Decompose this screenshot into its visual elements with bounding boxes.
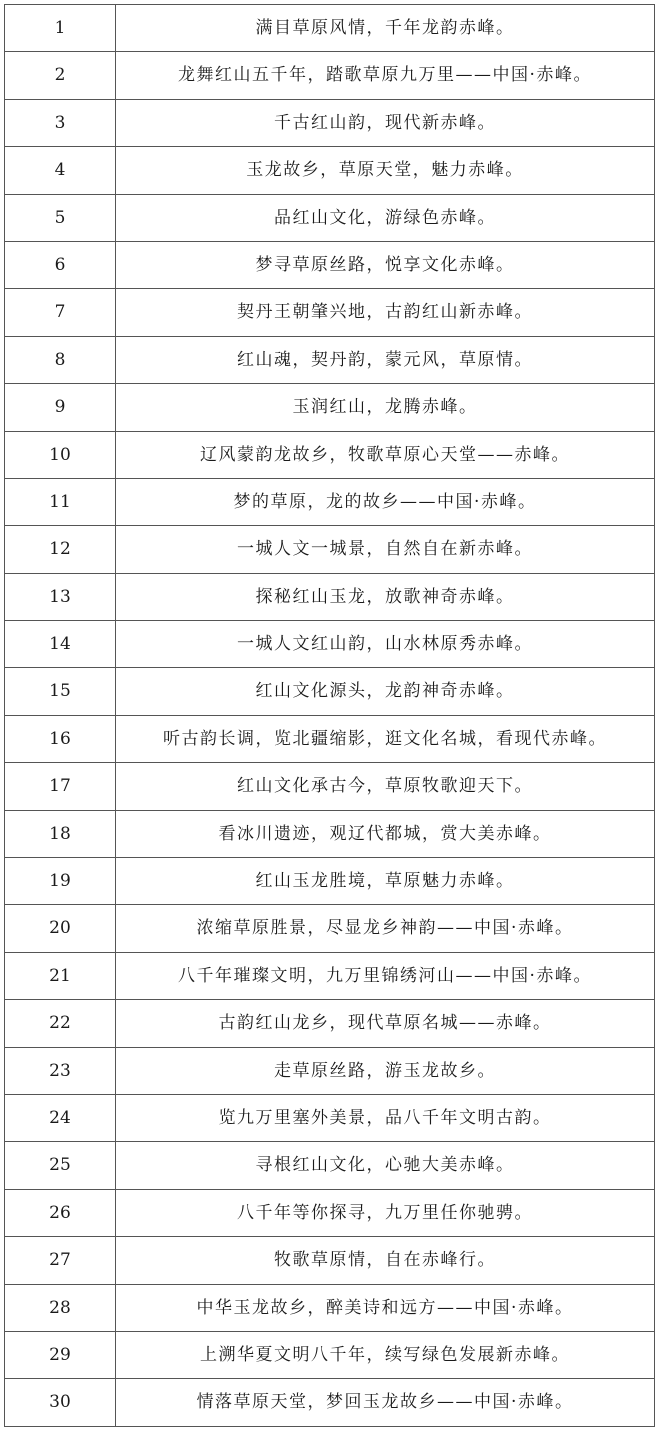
slogan-text-cell: 红山文化承古今，草原牧歌迎天下。: [116, 763, 655, 810]
row-number-cell: 6: [5, 241, 116, 288]
table-row: [5, 810, 655, 857]
table-row: [5, 289, 655, 336]
table-row: [5, 147, 655, 194]
table-row: [5, 1379, 655, 1426]
slogan-text-cell: 听古韵长调，览北疆缩影，逛文化名城，看现代赤峰。: [116, 715, 655, 762]
table-row: [5, 1000, 655, 1047]
row-number-cell: 23: [5, 1047, 116, 1094]
slogan-text-cell: 览九万里塞外美景，品八千年文明古韵。: [116, 1094, 655, 1141]
row-number-cell: 4: [5, 147, 116, 194]
slogan-text-cell: 一城人文红山韵，山水林原秀赤峰。: [116, 621, 655, 668]
slogan-text-cell: 满目草原风情，千年龙韵赤峰。: [116, 5, 655, 52]
row-number-cell: 16: [5, 715, 116, 762]
row-number-cell: 13: [5, 573, 116, 620]
table-row: [5, 194, 655, 241]
slogan-text-cell: 龙舞红山五千年，踏歌草原九万里——中国·赤峰。: [116, 52, 655, 99]
slogan-text-cell: 走草原丝路，游玉龙故乡。: [116, 1047, 655, 1094]
row-number-cell: 30: [5, 1379, 116, 1426]
table-row: [5, 99, 655, 146]
table-row: [5, 668, 655, 715]
table-row: [5, 715, 655, 762]
slogan-text-cell: 千古红山韵，现代新赤峰。: [116, 99, 655, 146]
row-number-cell: 10: [5, 431, 116, 478]
slogan-text-cell: 梦寻草原丝路，悦享文化赤峰。: [116, 241, 655, 288]
table-row: [5, 858, 655, 905]
table-row: [5, 621, 655, 668]
slogan-text-cell: 红山魂，契丹韵，蒙元风，草原情。: [116, 336, 655, 383]
row-number-cell: 14: [5, 621, 116, 668]
table-row: [5, 573, 655, 620]
table-row: [5, 1094, 655, 1141]
slogan-text-cell: 辽风蒙韵龙故乡，牧歌草原心天堂——赤峰。: [116, 431, 655, 478]
table-row: [5, 763, 655, 810]
row-number-cell: 3: [5, 99, 116, 146]
slogan-text-cell: 探秘红山玉龙，放歌神奇赤峰。: [116, 573, 655, 620]
row-number-cell: 27: [5, 1237, 116, 1284]
row-number-cell: 7: [5, 289, 116, 336]
slogan-text-cell: 上溯华夏文明八千年，续写绿色发展新赤峰。: [116, 1331, 655, 1378]
row-number-cell: 18: [5, 810, 116, 857]
row-number-cell: 29: [5, 1331, 116, 1378]
slogan-text-cell: 牧歌草原情，自在赤峰行。: [116, 1237, 655, 1284]
table-row: [5, 5, 655, 52]
slogan-text-cell: 玉龙故乡，草原天堂，魅力赤峰。: [116, 147, 655, 194]
slogan-text-cell: 八千年璀璨文明，九万里锦绣河山——中国·赤峰。: [116, 952, 655, 999]
table-row: [5, 1237, 655, 1284]
table-row: [5, 336, 655, 383]
table-row: [5, 1142, 655, 1189]
row-number-cell: 2: [5, 52, 116, 99]
slogan-text-cell: 浓缩草原胜景，尽显龙乡神韵——中国·赤峰。: [116, 905, 655, 952]
slogan-text-cell: 契丹王朝肇兴地，古韵红山新赤峰。: [116, 289, 655, 336]
slogan-text-cell: 情落草原天堂，梦回玉龙故乡——中国·赤峰。: [116, 1379, 655, 1426]
table-row: [5, 1331, 655, 1378]
slogan-text-cell: 红山文化源头，龙韵神奇赤峰。: [116, 668, 655, 715]
table-row: [5, 1047, 655, 1094]
table-row: [5, 1284, 655, 1331]
slogan-text-cell: 寻根红山文化，心驰大美赤峰。: [116, 1142, 655, 1189]
slogan-text-cell: 梦的草原，龙的故乡——中国·赤峰。: [116, 478, 655, 525]
row-number-cell: 12: [5, 526, 116, 573]
slogan-text-cell: 玉润红山，龙腾赤峰。: [116, 384, 655, 431]
row-number-cell: 11: [5, 478, 116, 525]
table-row: [5, 52, 655, 99]
row-number-cell: 15: [5, 668, 116, 715]
slogan-text-cell: 品红山文化，游绿色赤峰。: [116, 194, 655, 241]
row-number-cell: 26: [5, 1189, 116, 1236]
slogan-text-cell: 看冰川遗迹，观辽代都城，赏大美赤峰。: [116, 810, 655, 857]
table-row: [5, 526, 655, 573]
slogan-table: [4, 4, 655, 1427]
row-number-cell: 9: [5, 384, 116, 431]
slogan-text-cell: 古韵红山龙乡，现代草原名城——赤峰。: [116, 1000, 655, 1047]
slogan-text-cell: 八千年等你探寻，九万里任你驰骋。: [116, 1189, 655, 1236]
row-number-cell: 8: [5, 336, 116, 383]
row-number-cell: 5: [5, 194, 116, 241]
slogan-text-cell: 中华玉龙故乡，醉美诗和远方——中国·赤峰。: [116, 1284, 655, 1331]
table-row: [5, 1189, 655, 1236]
row-number-cell: 22: [5, 1000, 116, 1047]
row-number-cell: 17: [5, 763, 116, 810]
row-number-cell: 24: [5, 1094, 116, 1141]
slogan-text-cell: 一城人文一城景，自然自在新赤峰。: [116, 526, 655, 573]
row-number-cell: 19: [5, 858, 116, 905]
row-number-cell: 20: [5, 905, 116, 952]
slogan-table-body: [5, 5, 655, 1427]
row-number-cell: 28: [5, 1284, 116, 1331]
row-number-cell: 25: [5, 1142, 116, 1189]
table-row: [5, 384, 655, 431]
row-number-cell: 21: [5, 952, 116, 999]
row-number-cell: 1: [5, 5, 116, 52]
table-row: [5, 905, 655, 952]
table-row: [5, 241, 655, 288]
table-row: [5, 431, 655, 478]
table-row: [5, 478, 655, 525]
table-row: [5, 952, 655, 999]
slogan-text-cell: 红山玉龙胜境，草原魅力赤峰。: [116, 858, 655, 905]
